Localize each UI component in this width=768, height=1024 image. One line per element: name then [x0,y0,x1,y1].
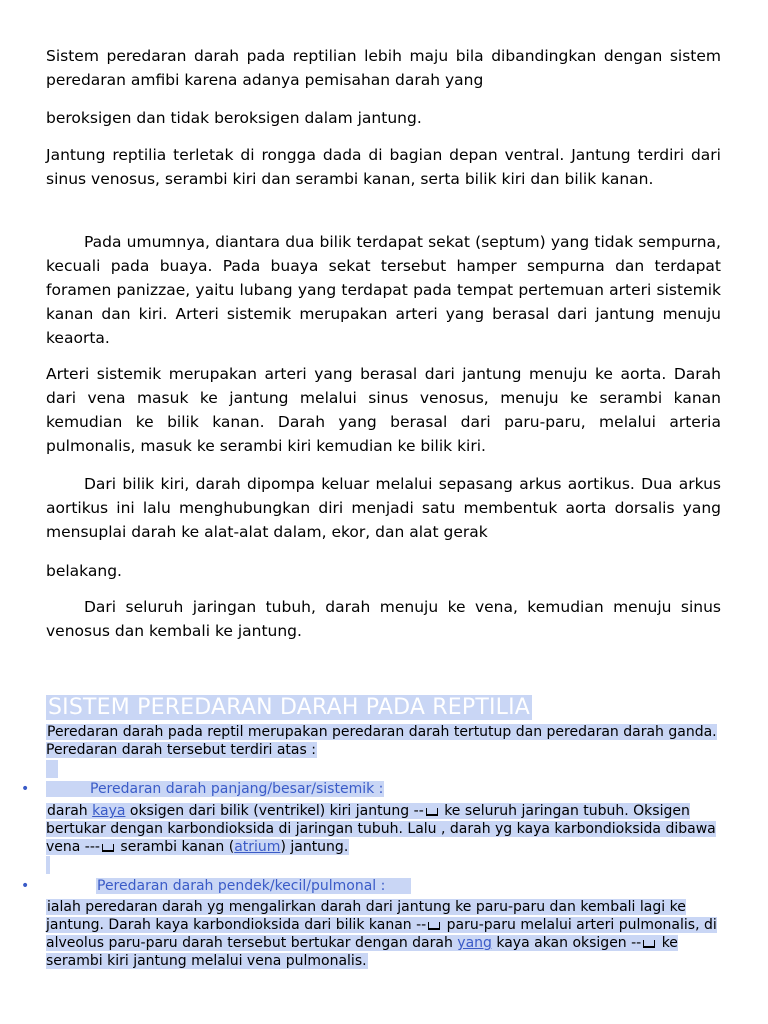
paragraph-1: Sistem peredaran darah pada reptilian lebih maju bila dibandingkan dengan sistem peredaran amfibi karena adanya pemisahan darah yang [46,47,721,89]
section-title: SISTEM PEREDARAN DARAH PADA REPTILIA [48,695,531,720]
item2-heading: Peredaran darah pendek/kecil/pulmonal : [46,877,726,895]
arrow-icon [428,922,440,930]
arrow-icon [102,844,114,852]
paragraph-2: beroksigen dan tidak beroksigen dalam jantung. [46,109,422,127]
bullet-2: • [21,878,30,894]
selection-marker [46,760,58,778]
paragraph-6: Dari bilik kiri, darah dipompa keluar melalui sepasang arkus aortikus. Dua arkus aortikus ini lalu menghubungkan diri menjadi satu membentuk aorta dorsalis yang mensuplai darah ke alat-alat dalam, ekor, dan alat gerak [46,475,721,541]
section-intro: Peredaran darah pada reptil merupakan peredaran darah tertutup dan peredaran darah ganda. Peredaran darah tersebut terdiri atas : [46,724,717,758]
item2-body: ialah peredaran darah yg mengalirkan darah dari jantung ke paru-paru dan kembali lagi ke jantung. Darah kaya karbondioksida dari bilik kanan -- paru-paru melalui arteri pulmonalis, di alveolus paru-paru darah tersebut bertukar dengan darah yang kaya akan oksigen -- ke serambi kiri jantung melalui vena pulmonalis. [46,899,717,969]
link-yang[interactable]: yang [457,935,492,951]
link-atrium[interactable]: atrium [234,839,281,855]
paragraph-7: belakang. [46,562,122,580]
selection-marker [46,856,50,874]
link-kaya[interactable]: kaya [92,803,126,819]
paragraph-8: Dari seluruh jaringan tubuh, darah menuju ke vena, kemudian menuju sinus venosus dan kembali ke jantung. [46,598,721,640]
item1-heading: Peredaran darah panjang/besar/sistemik : [46,780,726,798]
paragraph-5: Arteri sistemik merupakan arteri yang berasal dari jantung menuju ke aorta. Darah dari vena masuk ke jantung melalui sinus venosus, menuju ke serambi kanan kemudian ke bilik kanan. Darah yang berasal dari paru-paru, melalui arteria pulmonalis, masuk ke serambi kiri kemudian ke bilik kiri. [46,365,721,455]
arrow-icon [643,940,655,948]
item1-body: darah kaya oksigen dari bilik (ventrikel) kiri jantung -- ke seluruh jaringan tubuh. Oksigen bertukar dengan karbondioksida di jaringan tubuh. Lalu , darah yg kaya karbondioksida dibawa vena --- serambi kanan (atrium) jantung. [46,803,716,855]
bullet-1: • [21,781,30,797]
arrow-icon [426,808,438,816]
paragraph-3: Jantung reptilia terletak di rongga dada di bagian depan ventral. Jantung terdiri dari sinus venosus, serambi kiri dan serambi kanan, serta bilik kiri dan bilik kanan. [46,146,721,188]
paragraph-4: Pada umumnya, diantara dua bilik terdapat sekat (septum) yang tidak sempurna, kecuali pada buaya. Pada buaya sekat tersebut hamper sempurna dan terdapat foramen panizzae, yaitu lubang yang terdapat pada tempat pertemuan arteri sistemik kanan dan kiri. Arteri sistemik merupakan arteri yang berasal dari jantung menuju keaorta. [46,233,721,347]
